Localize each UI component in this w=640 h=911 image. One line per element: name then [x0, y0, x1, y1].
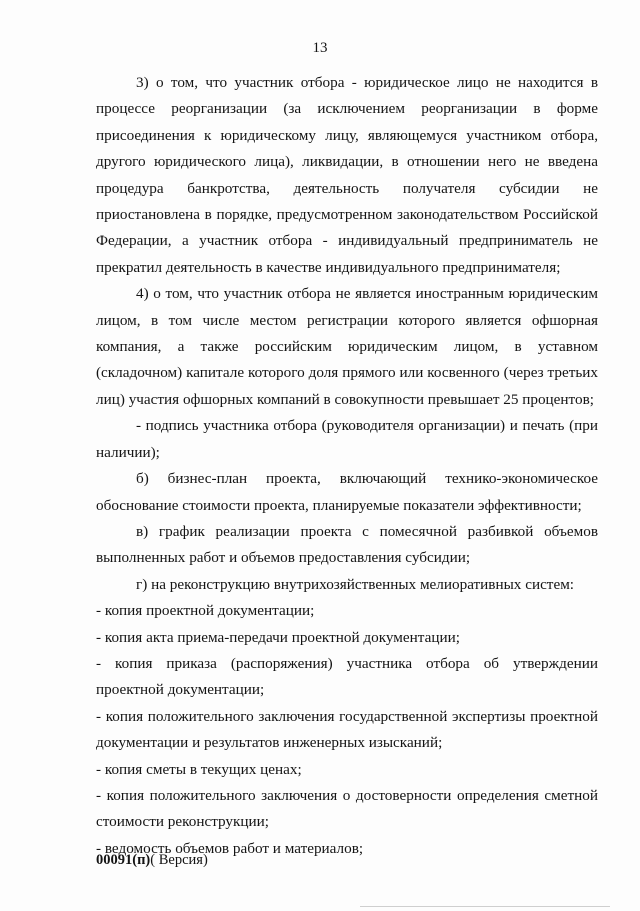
list-item: - копия сметы в текущих ценах;	[96, 760, 302, 778]
paragraph-signature: - подпись участника отбора (руководителя организации) и печать (при наличии);	[96, 417, 598, 461]
scan-edge-line	[360, 906, 610, 907]
paragraph-clause-3: 3) о том, что участник отбора - юридическое лицо не находится в процессе реорганизации (за исключением реорганизации в форме присоединения к юридическому лицу, являющемуся участником отбора, другого юридического лица), ликвидации, в отношении него не введена процедура банкротства, деятельность получателя субсидии не приостановлена в порядке, предусмотренном законодательством Российской Федерации, а участник отбора - индивидуальный предприниматель не прекратил деятельность в качестве индивидуального предпринимателя;	[96, 74, 598, 276]
paragraph-reconstruction: г) на реконструкцию внутрихозяйственных мелиоративных систем:	[136, 575, 575, 593]
list-item: - копия положительного заключения государственной экспертизы проектной документации и результатов инженерных изысканий;	[96, 707, 598, 752]
page-number: 13	[312, 40, 328, 56]
list-item: - ведомость объемов работ и материалов;	[96, 839, 364, 857]
paragraph-schedule: в) график реализации проекта с помесячной разбивкой объемов выполненных работ и объемов предоставления субсидии;	[96, 522, 598, 567]
document-version: ( Версия)	[150, 852, 208, 868]
document-body	[96, 70, 598, 862]
paragraph-business-plan: б) бизнес-план проекта, включающий технико-экономическое обоснование стоимости проекта, планируемые показатели эффективности;	[96, 470, 598, 514]
list-item: - копия положительного заключения о достоверности определения сметной стоимости реконструкции;	[96, 786, 598, 831]
list-item: - копия проектной документации;	[96, 602, 315, 620]
list-item: - копия приказа (распоряжения) участника отбора об утверждении проектной документации;	[96, 654, 598, 699]
document-code: 00091(п)	[96, 852, 151, 868]
list-item: - копия акта приема-передачи проектной документации;	[96, 628, 460, 646]
paragraph-clause-4: 4) о том, что участник отбора не является иностранным юридическим лицом, в том числе местом регистрации которого является офшорная компания, а также российским юридическим лицом, в уставном (складочном) капитале которого доля прямого или косвенного (через третьих лиц) участия офшорных компаний в совокупности превышает 25 процентов;	[96, 285, 598, 408]
document-footer	[96, 852, 208, 869]
